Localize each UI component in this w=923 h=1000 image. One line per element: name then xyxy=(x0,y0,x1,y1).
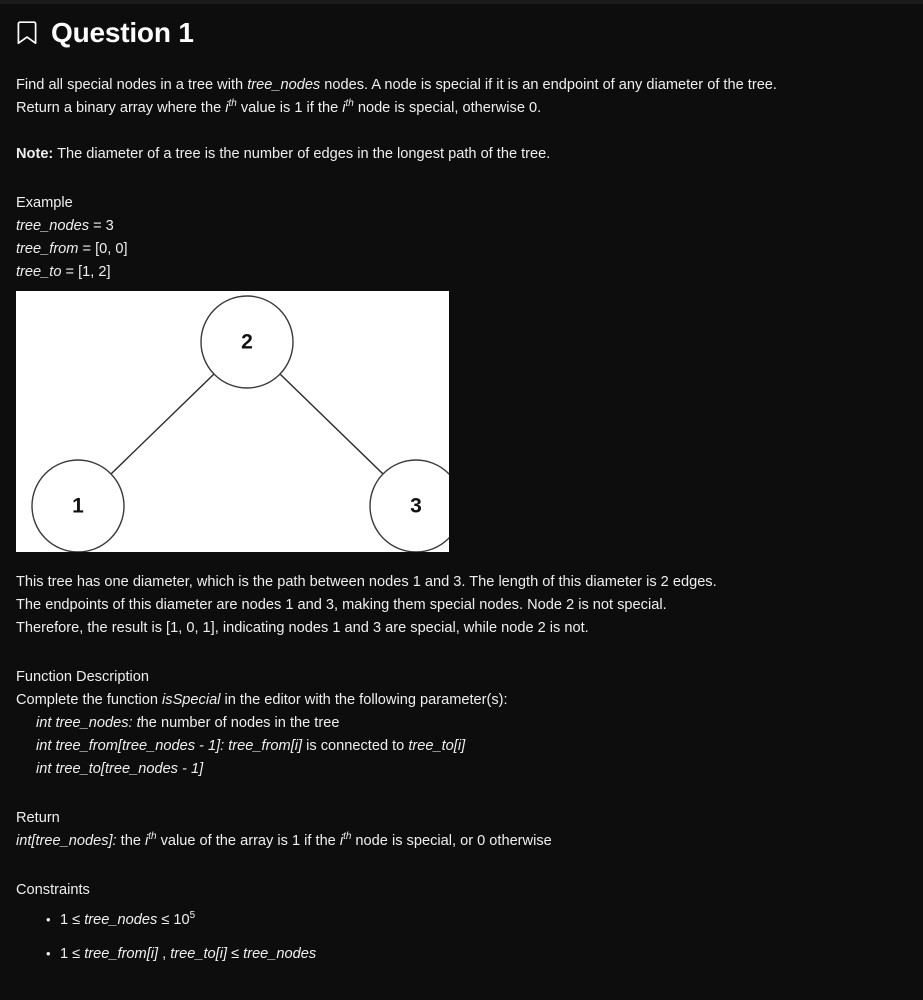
intro-line-1 xyxy=(16,74,907,97)
example-heading: Example xyxy=(16,194,73,211)
constraint-prefix: 1 ≤ xyxy=(60,911,85,928)
function-param-rest: he number of nodes in the tree xyxy=(140,714,340,731)
function-param xyxy=(16,758,907,781)
constraint-var: tree_nodes xyxy=(84,911,158,928)
function-name: isSpecial xyxy=(162,691,221,708)
example-var-value: = 3 xyxy=(89,217,114,234)
constraint-tail: ≤ xyxy=(227,945,244,962)
function-param-decl: int tree_nodes: t xyxy=(36,714,141,731)
intro-line-1-a: Find all special nodes in a tree with xyxy=(16,76,248,93)
return-text-a: the xyxy=(116,832,146,849)
example-var-value: = [0, 0] xyxy=(78,240,128,257)
explanation-line-1: This tree has one diameter, which is the path between nodes 1 and 3. The length of this diameter is 2 edges. xyxy=(16,573,717,590)
return-line xyxy=(16,830,907,853)
constraint-item xyxy=(46,943,907,966)
intro-line-2-b: value is 1 if the xyxy=(236,99,343,116)
return-text-b: value of the array is 1 if the xyxy=(156,832,340,849)
function-param-tail: tree_to[i] xyxy=(408,737,466,754)
constraint-item xyxy=(46,909,907,932)
note-text: The diameter of a tree is the number of edges in the longest path of the tree. xyxy=(53,145,551,162)
complete-text-b: in the editor with the following parameter(s): xyxy=(220,691,508,708)
explanation-block xyxy=(16,571,907,640)
intro-line-1-b: nodes. A node is special if it is an endpoint of any diameter of the tree. xyxy=(320,76,777,93)
function-description-block xyxy=(16,666,907,781)
example-var-row xyxy=(16,261,907,284)
intro-line-2-i2: i xyxy=(342,99,346,116)
intro-line-2-i1: i xyxy=(225,99,229,116)
constraint-exponent: 5 xyxy=(189,909,196,921)
function-param xyxy=(16,735,907,758)
example-var-value: = [1, 2] xyxy=(61,263,111,280)
question-header xyxy=(16,0,907,51)
constraint-var: tree_nodes xyxy=(243,945,317,962)
note-line xyxy=(16,143,907,166)
function-param-decl: int tree_from[tree_nodes - 1]: tree_from[i] xyxy=(36,737,303,754)
constraint-mid: ≤ 10 xyxy=(157,911,190,928)
intro-line-2-sup2: th xyxy=(345,97,354,109)
return-i2: i xyxy=(339,832,344,849)
tree-diagram xyxy=(16,291,449,552)
return-sup1: th xyxy=(148,830,157,842)
return-i1: i xyxy=(145,832,149,849)
constraint-var: tree_from[i] xyxy=(84,945,159,962)
intro-line-2 xyxy=(16,97,907,120)
constraints-block xyxy=(16,879,907,966)
example-var-row xyxy=(16,215,907,238)
complete-text-a: Complete the function xyxy=(16,691,163,708)
example-var-name: tree_to xyxy=(16,263,62,280)
function-param-mid: is connected to xyxy=(302,737,409,754)
page-title: Question 1 xyxy=(51,17,194,48)
intro-line-2-c: node is special, otherwise 0. xyxy=(353,99,542,116)
tree-node-label: 3 xyxy=(410,494,422,518)
example-var-name: tree_from xyxy=(16,240,79,257)
return-text-c: node is special, or 0 otherwise xyxy=(351,832,552,849)
intro-line-1-var: tree_nodes xyxy=(247,76,321,93)
function-param xyxy=(16,712,907,735)
return-block xyxy=(16,807,907,853)
return-heading: Return xyxy=(16,809,60,826)
note-block xyxy=(16,143,907,166)
note-label: Note: xyxy=(16,145,54,162)
return-type: int[tree_nodes]: xyxy=(16,832,117,849)
example-block xyxy=(16,192,907,284)
constraint-prefix: 1 ≤ xyxy=(60,945,85,962)
explanation-line-3: Therefore, the result is [1, 0, 1], indicating nodes 1 and 3 are special, while node 2 is not. xyxy=(16,619,589,636)
function-description-heading: Function Description xyxy=(16,668,150,685)
intro-line-2-sup1: th xyxy=(228,97,237,109)
example-var-name: tree_nodes xyxy=(16,217,90,234)
example-var-row xyxy=(16,238,907,261)
constraints-list xyxy=(16,909,907,966)
bookmark-icon[interactable] xyxy=(16,20,38,46)
tree-node-label: 1 xyxy=(72,494,84,518)
return-sup2: th xyxy=(343,830,352,842)
constraint-var: tree_to[i] xyxy=(170,945,228,962)
explanation-line-2: The endpoints of this diameter are nodes 1 and 3, making them special nodes. Node 2 is not special. xyxy=(16,596,667,613)
tree-node-label: 2 xyxy=(241,330,253,354)
intro-line-2-a: Return a binary array where the xyxy=(16,99,226,116)
function-description-complete xyxy=(16,689,907,712)
intro-block xyxy=(16,74,907,120)
function-param-decl: int tree_to[tree_nodes - 1] xyxy=(36,760,204,777)
constraints-heading: Constraints xyxy=(16,881,90,898)
constraint-mid: , xyxy=(158,945,171,962)
